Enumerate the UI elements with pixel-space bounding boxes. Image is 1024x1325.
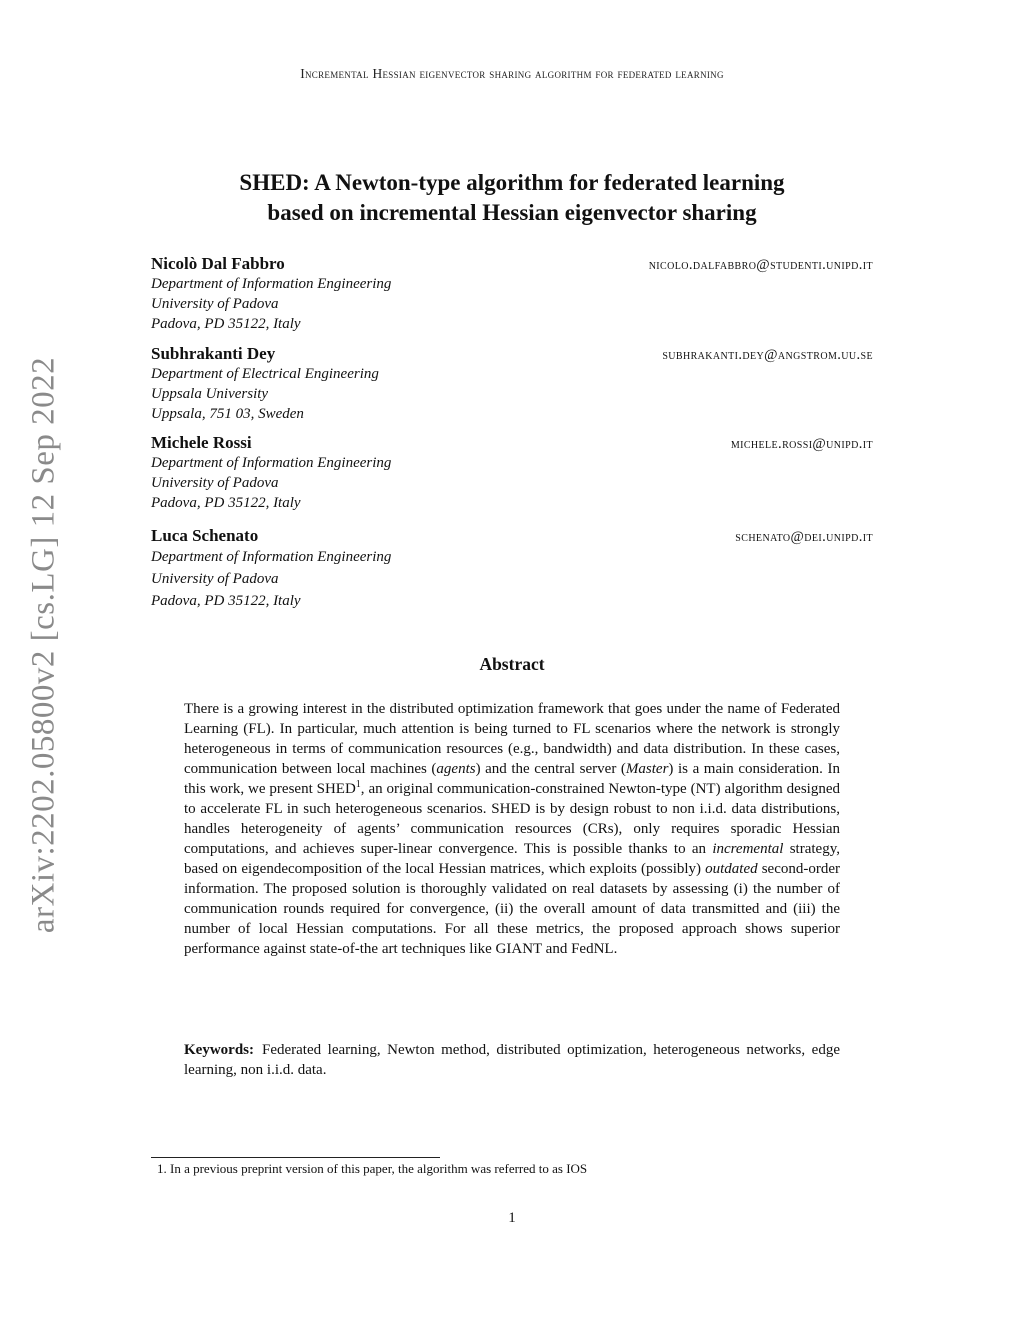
author-email[interactable]: schenato@dei.unipd.it: [735, 529, 873, 545]
author-name: Michele Rossi: [151, 433, 252, 452]
footnote-divider: [151, 1157, 440, 1158]
author-email[interactable]: subhrakanti.dey@angstrom.uu.se: [662, 347, 873, 363]
author-block: [151, 433, 873, 513]
author-email[interactable]: michele.rossi@unipd.it: [730, 436, 873, 452]
page-number: 1: [508, 1210, 516, 1226]
author-name: Subhrakanti Dey: [151, 344, 276, 363]
keywords-label: Keywords:: [184, 1042, 254, 1058]
author-university: Uppsala University: [151, 386, 269, 402]
paper-title: [0, 168, 1024, 228]
author-department: Department of Information Engineering: [151, 455, 392, 471]
author-block: [151, 254, 873, 334]
running-header: Incremental Hessian eigenvector sharing algorithm for federated learning: [300, 66, 724, 81]
title-line-1: SHED: A Newton-type algorithm for federated learning: [239, 170, 785, 195]
abstract-text: There is a growing interest in the distributed optimization framework that goes under the name of Federated Learning (FL). In particular, much attention is being turned to FL scenarios where the network is strongly heterogeneous in terms of communication resources (e.g., bandwidth) and data distribution. In these cases, communication between local machines (agents) and the central server (Master) is a main consideration. In this work, we present SHED$^1$, an original communication-constrained Newton-type (NT) algorithm designed to accelerate FL in such heterogeneous scenarios. SHED is by design robust to non i.i.d. data distributions, handles heterogeneity of agents’ communication resources (CRs), only requires sporadic Hessian computations, and achieves super-linear convergence. This is possible thanks to an incremental strategy, based on eigendecomposition of the local Hessian matrices, which exploits (possibly) outdated second-order information. The proposed solution is thoroughly validated on real datasets by assessing (i) the number of communication rounds required for convergence, (ii) the overall amount of data transmitted and (iii) the number of local Hessian computations. For all these metrics, the proposed approach shows superior performance against state-of-the art techniques like GIANT and FedNL.: [184, 701, 841, 957]
author-university: University of Padova: [151, 296, 279, 312]
author-block: [151, 344, 873, 424]
footnote-marker[interactable]: 1: [355, 779, 361, 790]
author-address: Padova, PD 35122, Italy: [151, 495, 301, 511]
title-line-2: based on incremental Hessian eigenvector sharing: [267, 200, 757, 225]
author-address: Uppsala, 751 03, Sweden: [151, 406, 304, 422]
author-email[interactable]: nicolo.dalfabbro@studenti.unipd.it: [648, 257, 873, 273]
author-name: Luca Schenato: [151, 526, 259, 545]
footnote: 1. In a previous preprint version of this paper, the algorithm was referred to as IOS: [157, 1161, 588, 1176]
author-department: Department of Electrical Engineering: [151, 366, 379, 382]
author-department: Department of Information Engineering: [151, 276, 392, 292]
author-department: Department of Information Engineering: [151, 549, 392, 565]
author-name: Nicolò Dal Fabbro: [151, 254, 285, 273]
arxiv-stamp[interactable]: arXiv:2202.05800v2 [cs.LG] 12 Sep 2022: [25, 356, 62, 934]
author-block: [151, 526, 873, 612]
author-address: Padova, PD 35122, Italy: [151, 593, 301, 609]
abstract-heading: Abstract: [479, 654, 545, 674]
author-address: Padova, PD 35122, Italy: [151, 316, 301, 332]
keywords-text: Federated learning, Newton method, distributed optimization, heterogeneous networks, edge learning, non i.i.d. data.: [184, 1042, 840, 1078]
author-university: University of Padova: [151, 475, 279, 491]
author-university: University of Padova: [151, 571, 279, 587]
keywords: [184, 1040, 840, 1080]
